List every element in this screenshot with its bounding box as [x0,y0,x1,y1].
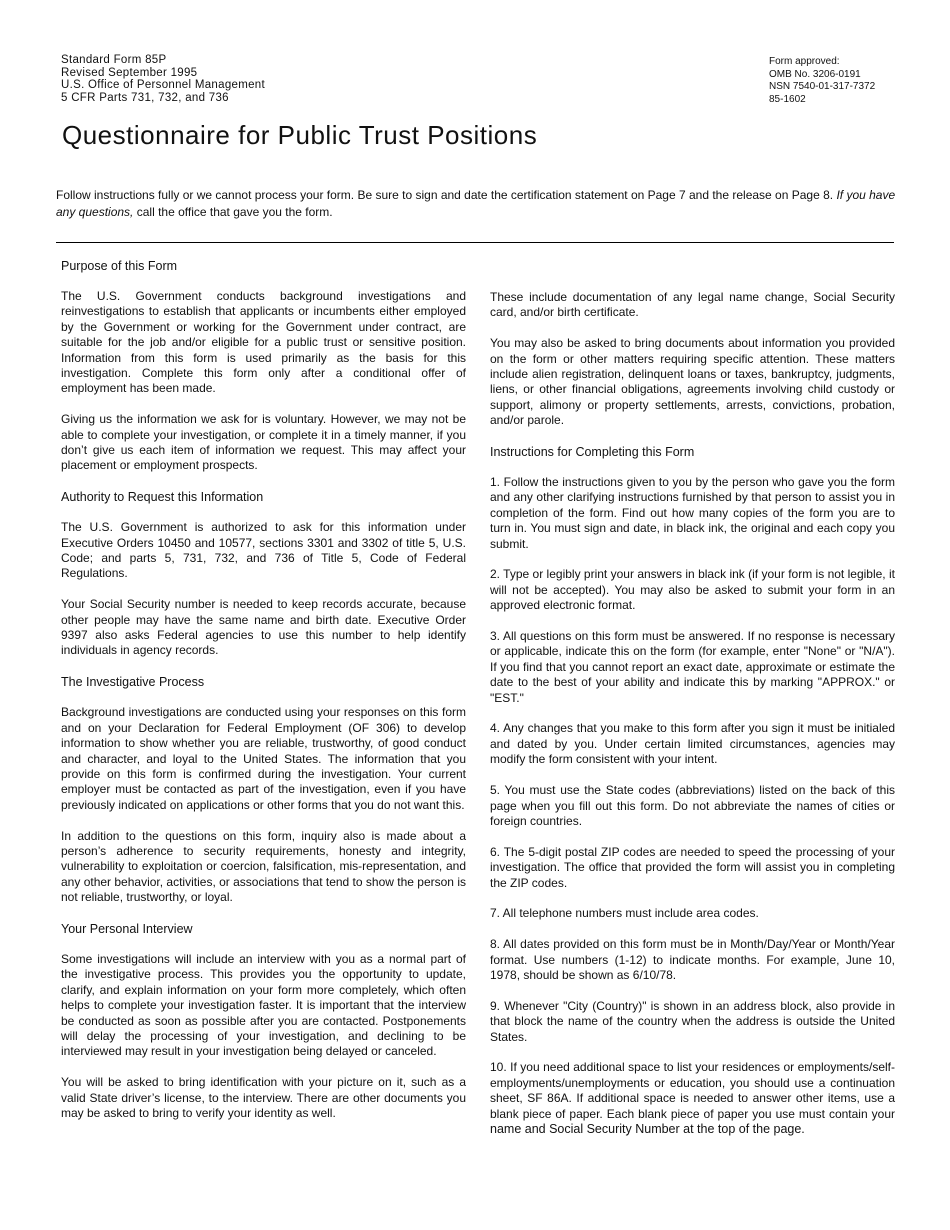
divider [56,242,894,243]
intro-text-2: call the office that gave you the form. [133,205,333,219]
intro-text-1: Follow instructions fully or we cannot process your form. Be sure to sign and date the certification statement on Page 7 and the release on Page 8. [56,188,837,202]
page-title: Questionnaire for Public Trust Positions [62,120,538,150]
intro-text-italic: If you have any questions, [56,188,896,219]
process-paragraph: Background investigations are conducted using your responses on this form and on your Declaration for Federal Employment (OF 306) to develop information to show whether you are reliable, trustworthy, of good conduct and character, and loyal to the United States. The information that you provide on this form is confirmed during the investigation. Your current employer must be contacted as part of the investigation, even if you have previously indicated on applications or other forms that you do not want this. [61,705,466,812]
approval-label: Form approved: [769,56,840,67]
intro-instructions [56,187,896,221]
instruction-item-10-text: 10. If you need additional space to list your residences or employments/self-employments/unemployments or education, you should use a continuation sheet, SF 86A. If additional space is needed to answer other items, use a blank piece of paper. Each blank piece of paper you use must contain your [490,1060,895,1121]
process-heading: The Investigative Process [61,675,205,690]
instruction-item-10-tail: name and Social Security Number at the top of the page. [490,1121,805,1136]
cfr-reference: 5 CFR Parts 731, 732, and 736 [61,91,229,104]
right-column [490,290,895,1153]
instruction-item: 9. Whenever "City (Country)" is shown in an address block, also provide in that block the name of the country when the address is outside the United States. [490,998,895,1044]
process-paragraph: In addition to the questions on this form, inquiry also is made about a person’s adherence to security requirements, honesty and integrity, vulnerability to exploitation or coercion, falsification, mis-representation, and any other behavior, activities, or associations that tend to show the person is not reliable, trustworthy, or loyal. [61,828,466,905]
nsn-number: NSN 7540-01-317-7372 [769,81,876,93]
purpose-paragraph: Giving us the information we ask for is voluntary. However, we may not be able to complete your investigation, or complete it in a timely manner, if you don’t give us each item of information we request. This may affect your placement or employment prospects. [61,412,466,473]
instruction-item: 4. Any changes that you make to this form after you sign it must be initialed and dated by you. Under certain limited circumstances, agencies may modify the form consistent with your intent. [490,721,895,767]
revision-date: Revised September 1995 [61,66,198,79]
interview-heading: Your Personal Interview [61,921,193,936]
interview-paragraph: Some investigations will include an interview with you as a normal part of the investigative process. This provides you the opportunity to update, clarify, and explain information on your form more completely, which often helps to complete your investigation faster. It is important that the interview be conducted as soon as possible after you are contacted. Postponements will delay the processing of your investigation, and declining to be interviewed may result in your investigation being delayed or canceled. [61,951,466,1059]
documents-paragraph: These include documentation of any legal name change, Social Security card, and/or birth certificate. [490,290,895,320]
form-number: Standard Form 85P [61,54,167,66]
interview-paragraph: You will be asked to bring identification with your picture on it, such as a valid State driver’s license, to the interview. There are other documents you may be asked to bring to verify your identity as well. [61,1075,466,1120]
instruction-item: 6. The 5-digit postal ZIP codes are needed to speed the processing of your investigation. The office that provided the form will assist you in completing the ZIP codes. [490,844,895,890]
instruction-item [490,1060,895,1137]
form-approval-info [769,56,875,106]
purpose-heading: Purpose of this Form [61,259,178,273]
form-code: 85-1602 [769,93,806,105]
instruction-item: 8. All dates provided on this form must be in Month/Day/Year or Month/Year format. Use numbers (1-12) to indicate months. For example, June 10, 1978, should be shown as 6/10/78. [490,937,895,982]
left-column [61,258,466,1137]
issuing-agency: U.S. Office of Personnel Management [61,79,265,92]
instruction-item: 1. Follow the instructions given to you by the person who gave you the form and any other clarifying instructions furnished by that person to assist you in completion of the form. Find out how many copies of the form you are to turn in. You must sign and date, in black ink, the original and each copy you submit. [490,475,895,551]
omb-number: OMB No. 3206-0191 [769,68,861,80]
purpose-paragraph: The U.S. Government conducts background investigations and reinvestigations to establish that applicants or incumbents either employed by the Government or working for the Government under contract, are suitable for the job and/or eligible for a public trust or sensitive position. Information from this form is used primarily as the basis for this investigation. Complete this form only after a conditional offer of employment has been made. [61,289,466,396]
instruction-item: 5. You must use the State codes (abbreviations) listed on the back of this page when you fill out this form. Do not abbreviate the names of cities or foreign countries. [490,783,895,828]
authority-paragraph: Your Social Security number is needed to keep records accurate, because other people may have the same name and birth date. Executive Order 9397 also asks Federal agencies to use this number to help identify individuals in agency records. [61,597,466,658]
instructions-heading: Instructions for Completing this Form [490,445,695,460]
documents-paragraph: You may also be asked to bring documents about information you provided on the form or other matters requiring specific attention. These matters include alien registration, delinquent loans or taxes, bankruptcy, judgments, liens, or other financial obligations, agreements involving child custody or support, alimony or property settlements, arrests, convictions, probation, and/or parole. [490,336,895,428]
instruction-item: 2. Type or legibly print your answers in black ink (if your form is not legible, it will not be accepted). You may also be asked to submit your form in an approved electronic format. [490,567,895,613]
form-identification [61,54,265,104]
instruction-item: 3. All questions on this form must be answered. If no response is necessary or applicable, indicate this on the form (for example, enter "None" or "N/A"). If you find that you cannot report an exact date, approximate or estimate the date to the best of your ability and indicate this by marking "APPROX." or "EST." [490,629,895,705]
authority-paragraph: The U.S. Government is authorized to ask for this information under Executive Orders 10450 and 10577, sections 3301 and 3302 of title 5, U.S. Code; and parts 5, 731, 732, and 736 of Title 5, Code of Federal Regulations. [61,520,466,581]
instruction-item: 7. All telephone numbers must include area codes. [490,906,759,921]
authority-heading: Authority to Request this Information [61,490,264,505]
